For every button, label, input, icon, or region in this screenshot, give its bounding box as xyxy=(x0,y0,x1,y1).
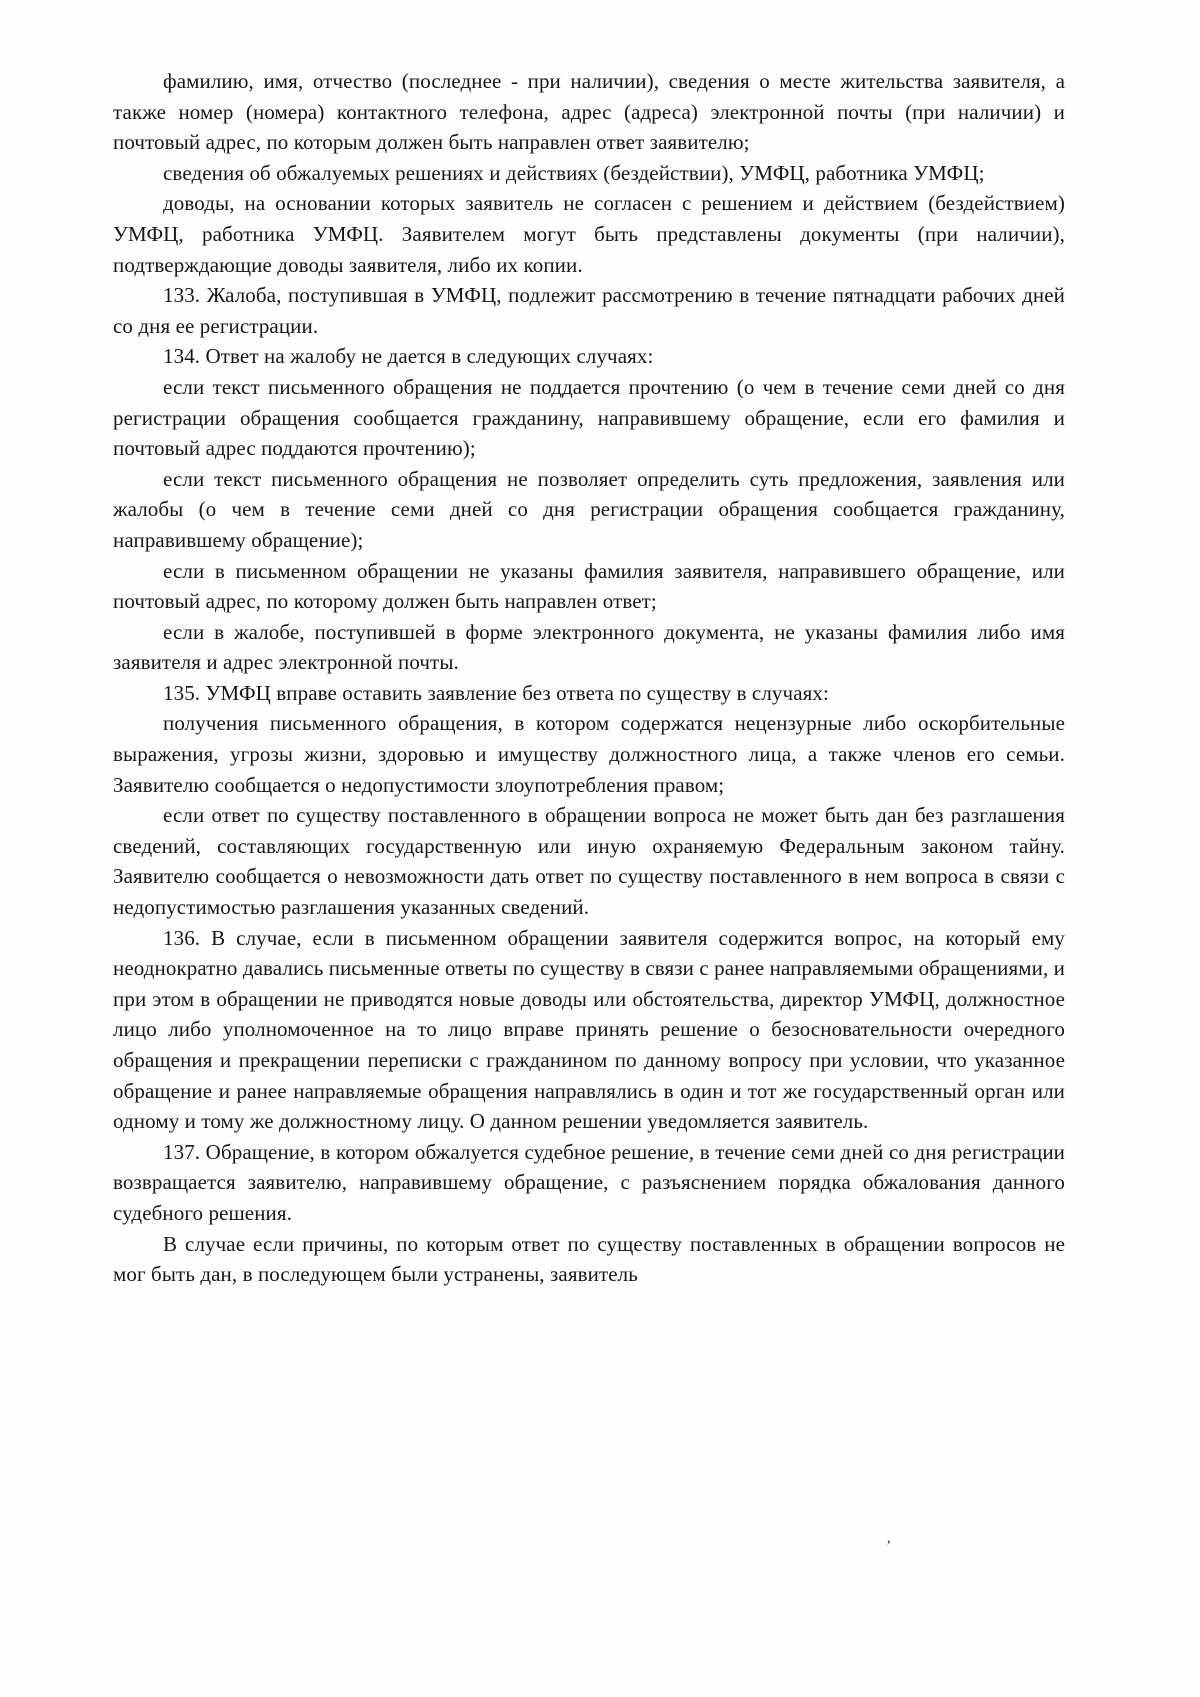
paragraph-causes-removed: В случае если причины, по которым ответ по существу поставленных в обращении вопросов не мог быть дан, в последующем были устранены, заявитель xyxy=(113,1231,1065,1287)
paragraph-135-case-obscene: получения письменного обращения, в котором содержатся нецензурные либо оскорбительные выражения, угрозы жизни, здоровью и имуществу должностного лица, а также членов его семьи. Заявителю сообщается о недопустимости злоупотребления правом; xyxy=(113,711,1065,797)
paragraph-135: 135. УМФЦ вправе оставить заявление без ответа по существу в случаях: xyxy=(163,680,829,705)
scan-artifact-mark: ’ xyxy=(886,1538,892,1555)
paragraph-134-case-electronic: если в жалобе, поступившей в форме электронного документа, не указаны фамилия либо имя заявителя и адрес электронной почты. xyxy=(113,619,1065,675)
paragraph-133: 133. Жалоба, поступившая в УМФЦ, подлежит рассмотрению в течение пятнадцати рабочих дней со дня ее регистрации. xyxy=(113,283,1065,338)
paragraph-134-case-no-name: если в письменном обращении не указаны фамилия заявителя, направившего обращение, или почтовый адрес, по которому должен быть направлен ответ; xyxy=(113,558,1065,614)
paragraph-arguments: доводы, на основании которых заявитель не согласен с решением и действием (бездействием) УМФЦ, работника УМФЦ. Заявителем могут быть представлены документы (при наличии), подтверждающие доводы заявителя, либо их копии. xyxy=(113,191,1065,277)
paragraph-136: 136. В случае, если в письменном обращении заявителя содержится вопрос, на который ему неоднократно давались письменные ответы по существу в связи с ранее направляемыми обращениями, и при этом в обращении не приводятся новые доводы или обстоятельства, директор УМФЦ, должностное лицо либо уполномоченное на то лицо вправе принять решение о безосновательности очередного обращения и прекращении переписки с гражданином по данному вопросу при условии, что указанное обращение и ранее направляемые обращения направлялись в один и тот же государственный орган или одному и тому же должностному лицу. О данном решении уведомляется заявитель. xyxy=(113,925,1065,1134)
paragraph-137: 137. Обращение, в котором обжалуется судебное решение, в течение семи дней со дня регистрации возвращается заявителю, направившему обращение, с разъяснением порядка обжалования данного судебного решения. xyxy=(113,1139,1065,1225)
paragraph-135-case-state-secret: если ответ по существу поставленного в обращении вопроса не может быть дан без разглашения сведений, составляющих государственную или иную охраняемую Федеральным законом тайну. Заявителю сообщается о невозможности дать ответ по существу поставленного в нем вопроса в связи с недопустимостью разглашения указанных сведений. xyxy=(113,803,1065,920)
document-text-block xyxy=(113,66,1065,1290)
paragraph-continuation-applicant-details: фамилию, имя, отчество (последнее - при наличии), сведения о месте жительства заявителя, а также номер (номера) контактного телефона, адрес (адреса) электронной почты (при наличии) и почтовый адрес, по которым должен быть направлен ответ заявителю; xyxy=(113,69,1065,155)
paragraph-appealed-decisions: сведения об обжалуемых решениях и действиях (бездействии), УМФЦ, работника УМФЦ; xyxy=(163,160,985,185)
paragraph-134-case-unreadable: если текст письменного обращения не поддается прочтению (о чем в течение семи дней со дня регистрации обращения сообщается гражданину, направившему обращение, если его фамилия и почтовый адрес поддаются прочтению); xyxy=(113,374,1065,461)
paragraph-134-case-undeterminable: если текст письменного обращения не позволяет определить суть предложения, заявления или жалобы (о чем в течение семи дней со дня регистрации обращения сообщается гражданину, направившему обращение); xyxy=(113,466,1065,552)
paragraph-134: 134. Ответ на жалобу не дается в следующих случаях: xyxy=(163,344,654,369)
